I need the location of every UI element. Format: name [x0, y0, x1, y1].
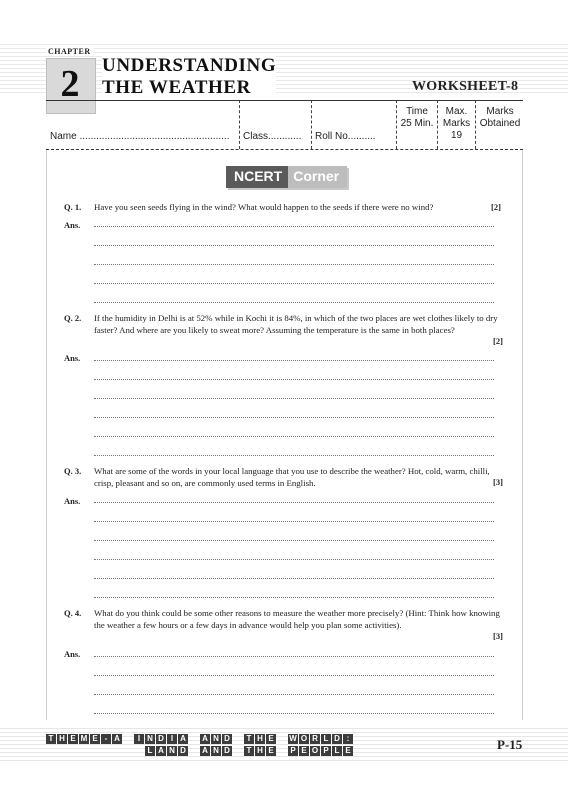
- marks-obtained-label1: Marks: [486, 106, 514, 117]
- theme-line-1: [46, 734, 354, 744]
- theme-letter: E: [90, 734, 100, 744]
- question-text: If the humidity in Delhi is at 52% while in Kochi it is 84%, in which of the two places are wet clothes likely to dry faster? And where are you likely to sweat more? Assuming the temperature is the same in both places?: [94, 313, 498, 335]
- theme-letter: L: [321, 734, 331, 744]
- class-field[interactable]: Class............: [243, 131, 302, 142]
- theme-letter: T: [46, 734, 56, 744]
- max-marks-label1: Max.: [445, 106, 468, 117]
- right-margin-rule: [522, 150, 523, 720]
- answer-line[interactable]: [94, 694, 494, 695]
- question-number: Q. 4.: [64, 608, 82, 618]
- chapter-title: [102, 55, 276, 99]
- answer-line[interactable]: [94, 540, 494, 541]
- theme-letter: A: [156, 746, 166, 756]
- theme-letter: R: [310, 734, 320, 744]
- theme-letter: H: [255, 734, 265, 744]
- theme-letter: T: [244, 746, 254, 756]
- theme-letter: E: [343, 746, 353, 756]
- theme-letter: L: [145, 746, 155, 756]
- header-table-top-rule: [46, 100, 523, 101]
- theme-letter: H: [255, 746, 265, 756]
- theme-letter: P: [321, 746, 331, 756]
- theme-letter: A: [200, 746, 210, 756]
- theme-letter: N: [211, 746, 221, 756]
- answer-line[interactable]: [94, 559, 494, 560]
- worksheet-label: WORKSHEET-8: [412, 79, 519, 94]
- theme-letter: [233, 746, 243, 756]
- header-divider: [311, 100, 312, 149]
- question-marks: [3]: [493, 631, 503, 641]
- badge-part1: NCERT: [226, 166, 288, 188]
- answer-line[interactable]: [94, 455, 494, 456]
- answer-line[interactable]: [94, 502, 494, 503]
- answer-line[interactable]: [94, 713, 494, 714]
- theme-letter: I: [134, 734, 144, 744]
- question-text: What are some of the words in your local language that you use to describe the weather? Hot, cold, warm, chilli, crisp, pleasant and so on, are commonly used terms in English.: [94, 466, 490, 488]
- theme-letter: N: [145, 734, 155, 744]
- roll-number-field[interactable]: Roll No..........: [315, 131, 376, 142]
- ncert-corner-badge: [226, 166, 347, 188]
- name-field[interactable]: Name ......................................................: [50, 131, 230, 142]
- theme-letter: [233, 734, 243, 744]
- theme-letter: H: [57, 734, 67, 744]
- answer-line[interactable]: [94, 302, 494, 303]
- answer-line[interactable]: [94, 379, 494, 380]
- chapter-label: CHAPTER: [48, 47, 91, 56]
- answer-line[interactable]: [94, 521, 494, 522]
- theme-letter: O: [311, 746, 319, 755]
- theme-letter: D: [178, 746, 188, 756]
- header-table-bottom-rule: [46, 149, 523, 150]
- answer-line[interactable]: [94, 226, 494, 227]
- question-number: Q. 2.: [64, 313, 82, 323]
- page-number: P-15: [497, 737, 523, 752]
- question-text: What do you think could be some other reasons to measure the weather more precisely? (Hint: Think how knowing the weather a few hours or a few days in advance would help you plan some activities).: [94, 608, 500, 630]
- answer-label: Ans.: [64, 353, 81, 363]
- theme-letter: T: [244, 734, 254, 744]
- theme-letter: E: [266, 746, 276, 756]
- theme-line-2: [145, 746, 354, 756]
- theme-letter: L: [332, 746, 342, 756]
- theme-letter: [189, 734, 199, 744]
- answer-line[interactable]: [94, 675, 494, 676]
- theme-letter: D: [222, 746, 232, 756]
- theme-letter: E: [68, 734, 78, 744]
- theme-letter: M: [80, 734, 88, 743]
- answer-label: Ans.: [64, 649, 81, 659]
- theme-letter: -: [101, 734, 111, 744]
- answer-line[interactable]: [94, 436, 494, 437]
- theme-letter: D: [332, 734, 342, 744]
- theme-letter: [277, 734, 287, 744]
- badge-part2: Corner: [288, 166, 347, 188]
- answer-line[interactable]: [94, 578, 494, 579]
- left-margin-rule: [46, 150, 47, 720]
- theme-letter: P: [288, 746, 298, 756]
- theme-letter: I: [167, 734, 177, 744]
- theme-letter: [189, 746, 199, 756]
- question-number: Q. 3.: [64, 466, 82, 476]
- question-text: Have you seen seeds flying in the wind? What would happen to the seeds if there were no wind?: [94, 202, 434, 212]
- theme-letter: [277, 746, 287, 756]
- chapter-title-line2: THE WEATHER: [102, 77, 251, 98]
- question-marks: [3]: [493, 477, 503, 487]
- theme-letter: W: [289, 734, 297, 743]
- theme-letter: O: [300, 734, 308, 743]
- theme-letter: E: [266, 734, 276, 744]
- answer-line[interactable]: [94, 264, 494, 265]
- theme-letter: D: [156, 734, 166, 744]
- marks-obtained-cell[interactable]: [476, 106, 524, 130]
- max-marks-label2: Marks: [442, 118, 471, 129]
- theme-letter: D: [222, 734, 232, 744]
- time-cell: [397, 106, 437, 130]
- answer-line[interactable]: [94, 283, 494, 284]
- question-marks: [2]: [491, 202, 501, 212]
- time-label: Time: [406, 106, 428, 117]
- chapter-title-line1: UNDERSTANDING: [102, 55, 277, 76]
- theme-letter: :: [343, 734, 353, 744]
- chapter-number: 2: [60, 63, 80, 105]
- max-marks-cell: [438, 106, 475, 142]
- answer-label: Ans.: [64, 220, 81, 230]
- answer-line[interactable]: [94, 245, 494, 246]
- question-marks: [2]: [493, 336, 503, 346]
- theme-letter: A: [112, 734, 122, 744]
- theme-letter: N: [211, 734, 221, 744]
- theme-letter: E: [299, 746, 309, 756]
- answer-line[interactable]: [94, 417, 494, 418]
- answer-line[interactable]: [94, 360, 494, 361]
- header-divider: [239, 100, 240, 149]
- theme-letter: A: [178, 734, 188, 744]
- theme-letter: N: [167, 746, 177, 756]
- question-number: Q. 1.: [64, 202, 82, 212]
- marks-obtained-label2: Obtained: [479, 118, 521, 129]
- answer-line[interactable]: [94, 597, 494, 598]
- theme-letter: [123, 734, 133, 744]
- theme-letter: A: [200, 734, 210, 744]
- answer-line[interactable]: [94, 398, 494, 399]
- time-value: 25 Min.: [400, 118, 434, 129]
- answer-line[interactable]: [94, 656, 494, 657]
- answer-label: Ans.: [64, 496, 81, 506]
- max-marks-value: 19: [450, 130, 463, 141]
